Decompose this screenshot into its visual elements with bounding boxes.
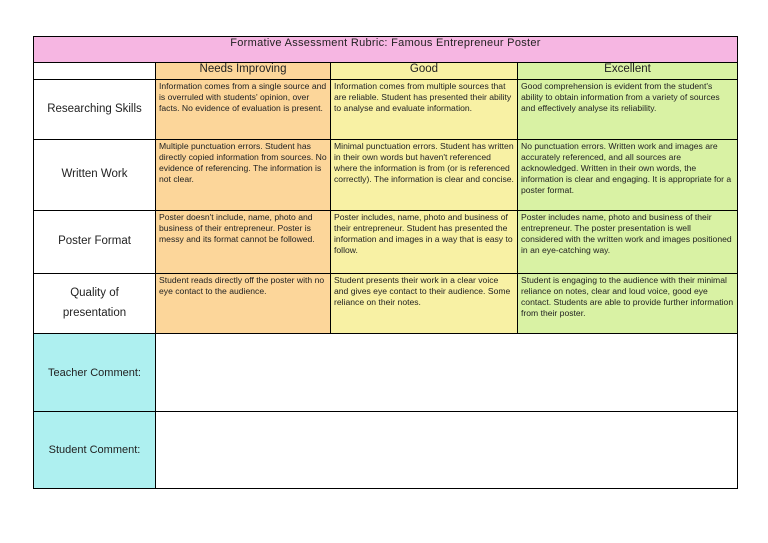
header-needs-improving: Needs Improving	[156, 63, 331, 80]
cell-needs-improving	[156, 140, 331, 211]
cell-good	[331, 140, 518, 211]
header-excellent: Excellent	[518, 63, 738, 80]
cell-text: Poster includes name, photo and business of their entrepreneur. The poster presentation is well considered with the written work and images positioned in an eye-catching way.	[521, 212, 732, 255]
criterion-row-poster-format	[34, 211, 738, 274]
criterion-label-line1: Quality of	[70, 286, 119, 299]
student-comment-label: Student Comment:	[34, 412, 156, 489]
cell-needs-improving	[156, 211, 331, 274]
cell-good	[331, 211, 518, 274]
criterion-label: Written Work	[34, 140, 156, 211]
cell-text: Minimal punctuation errors. Student has written in their own words but haven't referenced where the information is from (or is referenced correctly). The information is clear and concise.	[334, 141, 514, 184]
criterion-row-presentation	[34, 274, 738, 334]
header-good: Good	[331, 63, 518, 80]
criterion-label: Poster Format	[34, 211, 156, 274]
teacher-comment-field[interactable]	[156, 334, 738, 412]
title-row	[34, 37, 738, 63]
rubric-title: Formative Assessment Rubric: Famous Entrepreneur Poster	[34, 37, 738, 63]
header-blank-cell	[34, 63, 156, 80]
cell-excellent	[518, 274, 738, 334]
cell-needs-improving	[156, 274, 331, 334]
cell-good	[331, 274, 518, 334]
cell-needs-improving	[156, 80, 331, 140]
cell-excellent	[518, 140, 738, 211]
cell-text: No punctuation errors. Written work and images are accurately referenced, and all sources are acknowledged. Written in their own words, the information is clear and engaging. It is appropriate for a poster format.	[521, 141, 732, 195]
cell-text: Student presents their work in a clear voice and gives eye contact to their audience. Some reliance on their notes.	[334, 275, 511, 307]
cell-excellent	[518, 211, 738, 274]
cell-text: Poster includes, name, photo and business of their entrepreneur. Student has presented the information and images in a way that is easy to follow.	[334, 212, 513, 255]
cell-text: Information comes from a single source and is overruled with students' opinion, over facts. No evidence of evaluation is present.	[159, 81, 327, 113]
criterion-label: Researching Skills	[34, 80, 156, 140]
student-comment-field[interactable]	[156, 412, 738, 489]
header-row	[34, 63, 738, 80]
criterion-label	[34, 274, 156, 334]
rubric-table	[33, 36, 738, 489]
teacher-comment-row	[34, 334, 738, 412]
cell-text: Student is engaging to the audience with their minimal reliance on notes, clear and loud voice, good eye contact. Students are able to provide further information from their poster.	[521, 275, 734, 318]
cell-text: Multiple punctuation errors. Student has directly copied information from sources. No evidence of referencing. The information is not clear.	[159, 141, 327, 184]
criterion-row-written-work	[34, 140, 738, 211]
criterion-label-line2: presentation	[62, 306, 127, 319]
teacher-comment-label: Teacher Comment:	[34, 334, 156, 412]
cell-text: Information comes from multiple sources that are reliable. Student has presented their ability to analyse and evaluate information.	[334, 81, 512, 113]
cell-text: Student reads directly off the poster with no eye contact to the audience.	[159, 275, 325, 296]
cell-excellent	[518, 80, 738, 140]
cell-text: Good comprehension is evident from the student's ability to obtain information from a variety of sources and effectively analyse its reliability.	[521, 81, 720, 113]
student-comment-row	[34, 412, 738, 489]
cell-text: Poster doesn't include, name, photo and business of their entrepreneur. Poster is messy and its format cannot be followed.	[159, 212, 315, 244]
criterion-row-researching	[34, 80, 738, 140]
cell-good	[331, 80, 518, 140]
